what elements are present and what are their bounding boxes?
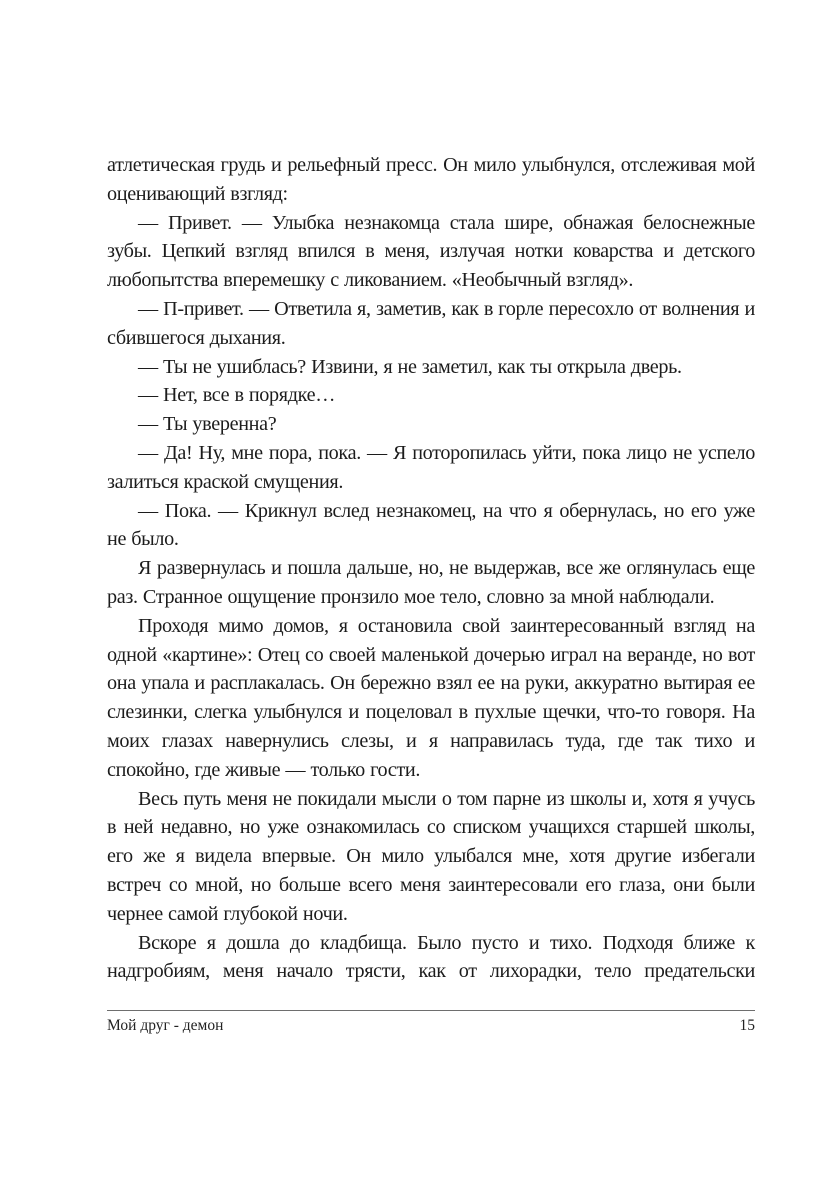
paragraph-3-dialogue: — П-привет. — Ответила я, заметив, как в горле пересохло от волнения и сбившегося дыхания.	[107, 297, 755, 349]
page-footer	[107, 1016, 755, 1036]
paragraph-4-dialogue: — Ты не ушиблась? Извини, я не заметил, как ты открыла дверь.	[138, 355, 682, 378]
paragraph-12-continued: Вскоре я дошла до кладбища. Было пусто и тихо. Подходя ближе к надгробиям, меня начало трясти, как от лихорадки, тело предательски	[107, 931, 755, 983]
paragraph-11: Весь путь меня не покидали мысли о том парне из школы и, хотя я учусь в ней недавно, но уже ознакомилась со списком учащихся старшей школы, его же я видела впервые. Он мило улыбался мне, хотя другие избегали встреч со мной, но больше всего меня заинтересовали его глаза, они были чернее самой глубокой ночи.	[107, 787, 755, 925]
running-title: Мой друг - демон	[107, 1017, 224, 1034]
paragraph-8-dialogue: — Пока. — Крикнул вслед незнакомец, на что я обернулась, но его уже не было.	[107, 499, 755, 551]
paragraph-7-dialogue: — Да! Ну, мне пора, пока. — Я поторопилась уйти, пока лицо не успело залиться краской смущения.	[107, 441, 755, 493]
paragraph-10: Проходя мимо домов, я остановила свой заинтересованный взгляд на одной «картине»: Отец со своей маленькой дочерью играл на веранде, но вот она упала и расплакалась. Он бережно взял ее на руки, аккуратно вытирая ее слезинки, слегка улыбнулся и поцеловал в пухлые щечки, что-то говоря. На моих глазах навернулись слезы, и я направилась туда, где так тихо и спокойно, где живые — только гости.	[107, 614, 755, 781]
paragraph-9: Я развернулась и пошла дальше, но, не выдержав, все же оглянулась еще раз. Странное ощущение пронзило мое тело, словно за мной наблюдали.	[107, 557, 755, 608]
page-number: 15	[739, 1017, 755, 1034]
paragraph-2-dialogue: — Привет. — Улыбка незнакомца стала шире, обнажая белоснежные зубы. Цепкий взгляд впился в меня, излучая нотки коварства и детского любопытства вперемешку с ликованием. «Необычный взгляд».	[107, 211, 755, 292]
paragraph-5-dialogue: — Нет, все в порядке…	[138, 384, 336, 407]
footer-divider	[107, 1010, 755, 1011]
paragraph-6-dialogue: — Ты уверенна?	[138, 413, 277, 436]
body-text	[107, 151, 755, 986]
paragraph-1: атлетическая грудь и рельефный пресс. Он мило улыбнулся, отслеживая мой оценивающий взгляд:	[107, 154, 755, 205]
